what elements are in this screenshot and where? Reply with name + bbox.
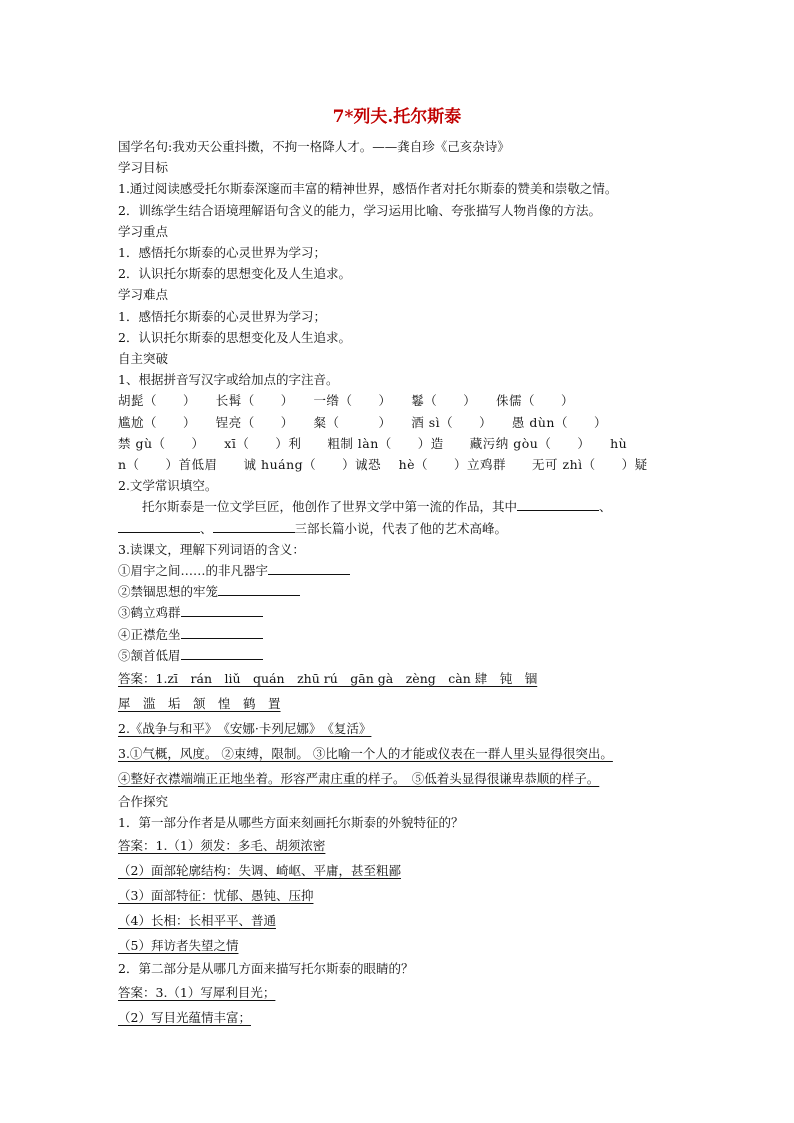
answer-line: （3）面部特征：忧郁、愚钝、压抑 bbox=[118, 888, 314, 904]
answer-line: 犀 滥 垢 颔 惶 鹤 置 bbox=[118, 696, 281, 712]
item-text: ①眉宇之间……的非凡器宇 bbox=[118, 563, 269, 579]
answer-blank[interactable] bbox=[181, 647, 263, 660]
fill-blank-line bbox=[118, 518, 678, 539]
answer-blank[interactable] bbox=[213, 520, 295, 533]
item-text: ④正襟危坐 bbox=[118, 626, 181, 642]
question-item bbox=[118, 624, 678, 645]
section-heading: 学习目标 bbox=[118, 160, 169, 176]
answer-line: （5）拜访者失望之情 bbox=[118, 938, 239, 954]
document-body bbox=[118, 136, 678, 1030]
answer-line: 答案：1.zī rán liǔ quán zhū rú gān gà zèng càn 肆 钝 锢 bbox=[118, 671, 538, 687]
answer-line: 2.《战争与和平》 《安娜·卡列尼娜》 《复活》 bbox=[118, 721, 372, 737]
section-heading: 学习重点 bbox=[118, 223, 169, 239]
answer-line: ④整好衣襟端端正正地坐着。形容严肃庄重的样子。 ⑤低着头显得很谦卑恭顺的样子。 bbox=[118, 771, 600, 787]
text-line: 2．训练学生结合语境理解语句含义的能力，学习运用比喻、夸张描写人物肖像的方法。 bbox=[118, 202, 601, 218]
answer-blank[interactable] bbox=[218, 583, 300, 596]
answer-line: （2）面部轮廓结构：失调、崎岖、平庸，甚至粗鄙 bbox=[118, 863, 401, 879]
fill-blank-line bbox=[118, 496, 678, 517]
question-title: 3.读课文，理解下列词语的含义： bbox=[118, 541, 305, 557]
item-text: ②禁锢思想的牢笼 bbox=[118, 584, 219, 600]
answer-line: （2）写目光蕴情丰富； bbox=[118, 1009, 251, 1025]
answer-blank[interactable] bbox=[118, 520, 200, 533]
answer-blank[interactable] bbox=[268, 562, 350, 575]
item-text: ⑤颔首低眉 bbox=[118, 647, 181, 663]
section-heading: 自主突破 bbox=[118, 351, 169, 367]
text-line: 1、根据拼音写汉字或给加点的字注音。 bbox=[118, 372, 339, 388]
fill-text: 三部长篇小说，代表了他的艺术高峰。 bbox=[294, 520, 508, 536]
text-line: 1.通过阅读感受托尔斯泰深邃而丰富的精神世界，感悟作者对托尔斯泰的赞美和崇敬之情。 bbox=[118, 181, 618, 197]
answer-blank[interactable] bbox=[517, 498, 599, 511]
text-line: 1．感悟托尔斯泰的心灵世界为学习； bbox=[118, 245, 326, 261]
answer-line: 3.①气概，风度。 ②束缚，限制。 ③比喻一个人的才能或仪表在一群人里头显得很突出。 bbox=[118, 746, 613, 762]
pinyin-exercise-row: 禁 gù（ ） xī（ ）利 粗制 làn（ ）造 藏污纳 gòu（ ） hù bbox=[118, 435, 628, 451]
question-item bbox=[118, 602, 678, 623]
question-item bbox=[118, 645, 678, 666]
answer-blank[interactable] bbox=[181, 604, 263, 617]
section-heading: 学习难点 bbox=[118, 287, 169, 303]
pinyin-exercise-row: 胡髭（ ） 长髯（ ） 一绺（ ） 鬈（ ） 侏儒（ ） bbox=[118, 393, 575, 409]
text-line: 国学名句:我劝天公重抖擞，不拘一格降人才。——龚自珍《己亥杂诗》 bbox=[118, 139, 510, 154]
text-line: 2.文学常识填空。 bbox=[118, 478, 218, 494]
question-item bbox=[118, 581, 678, 602]
fill-text: 托尔斯泰是一位文学巨匠，他创作了世界文学中第一流的作品，其中 bbox=[142, 499, 518, 515]
text-line: 2．认识托尔斯泰的思想变化及人生追求。 bbox=[118, 329, 351, 345]
fill-text: 、 bbox=[200, 520, 213, 536]
item-text: ③鹤立鸡群 bbox=[118, 605, 181, 621]
page-title: 7*列夫.托尔斯泰 bbox=[332, 107, 462, 127]
answer-line: 答案：3.（1）写犀利目光； bbox=[118, 984, 276, 1000]
text-line: 1．感悟托尔斯泰的心灵世界为学习； bbox=[118, 308, 326, 324]
section-heading: 合作探究 bbox=[118, 794, 169, 810]
answer-blank[interactable] bbox=[181, 626, 263, 639]
answer-line: 答案：1.（1）须发：多毛、胡须浓密 bbox=[118, 838, 326, 854]
pinyin-exercise-row: n（ ）首低眉 诚 huáng（ ）诚恐 hè（ ）立鸡群 无可 zhì（ ）疑 bbox=[118, 457, 648, 473]
question-item bbox=[118, 560, 678, 581]
question-title: 1．第一部分作者是从哪些方面来刻画托尔斯泰的外貌特征的？ bbox=[118, 815, 464, 831]
text-line: 2．认识托尔斯泰的思想变化及人生追求。 bbox=[118, 266, 351, 282]
fill-text: 、 bbox=[599, 499, 612, 515]
pinyin-exercise-row: 尴尬（ ） 锃亮（ ） 粲（ ） 酒 sì（ ） 愚 dùn（ ） bbox=[118, 414, 607, 430]
question-title: 2．第二部分是从哪几方面来描写托尔斯泰的眼睛的？ bbox=[118, 961, 414, 977]
answer-line: （4）长相：长相平平、普通 bbox=[118, 913, 276, 929]
